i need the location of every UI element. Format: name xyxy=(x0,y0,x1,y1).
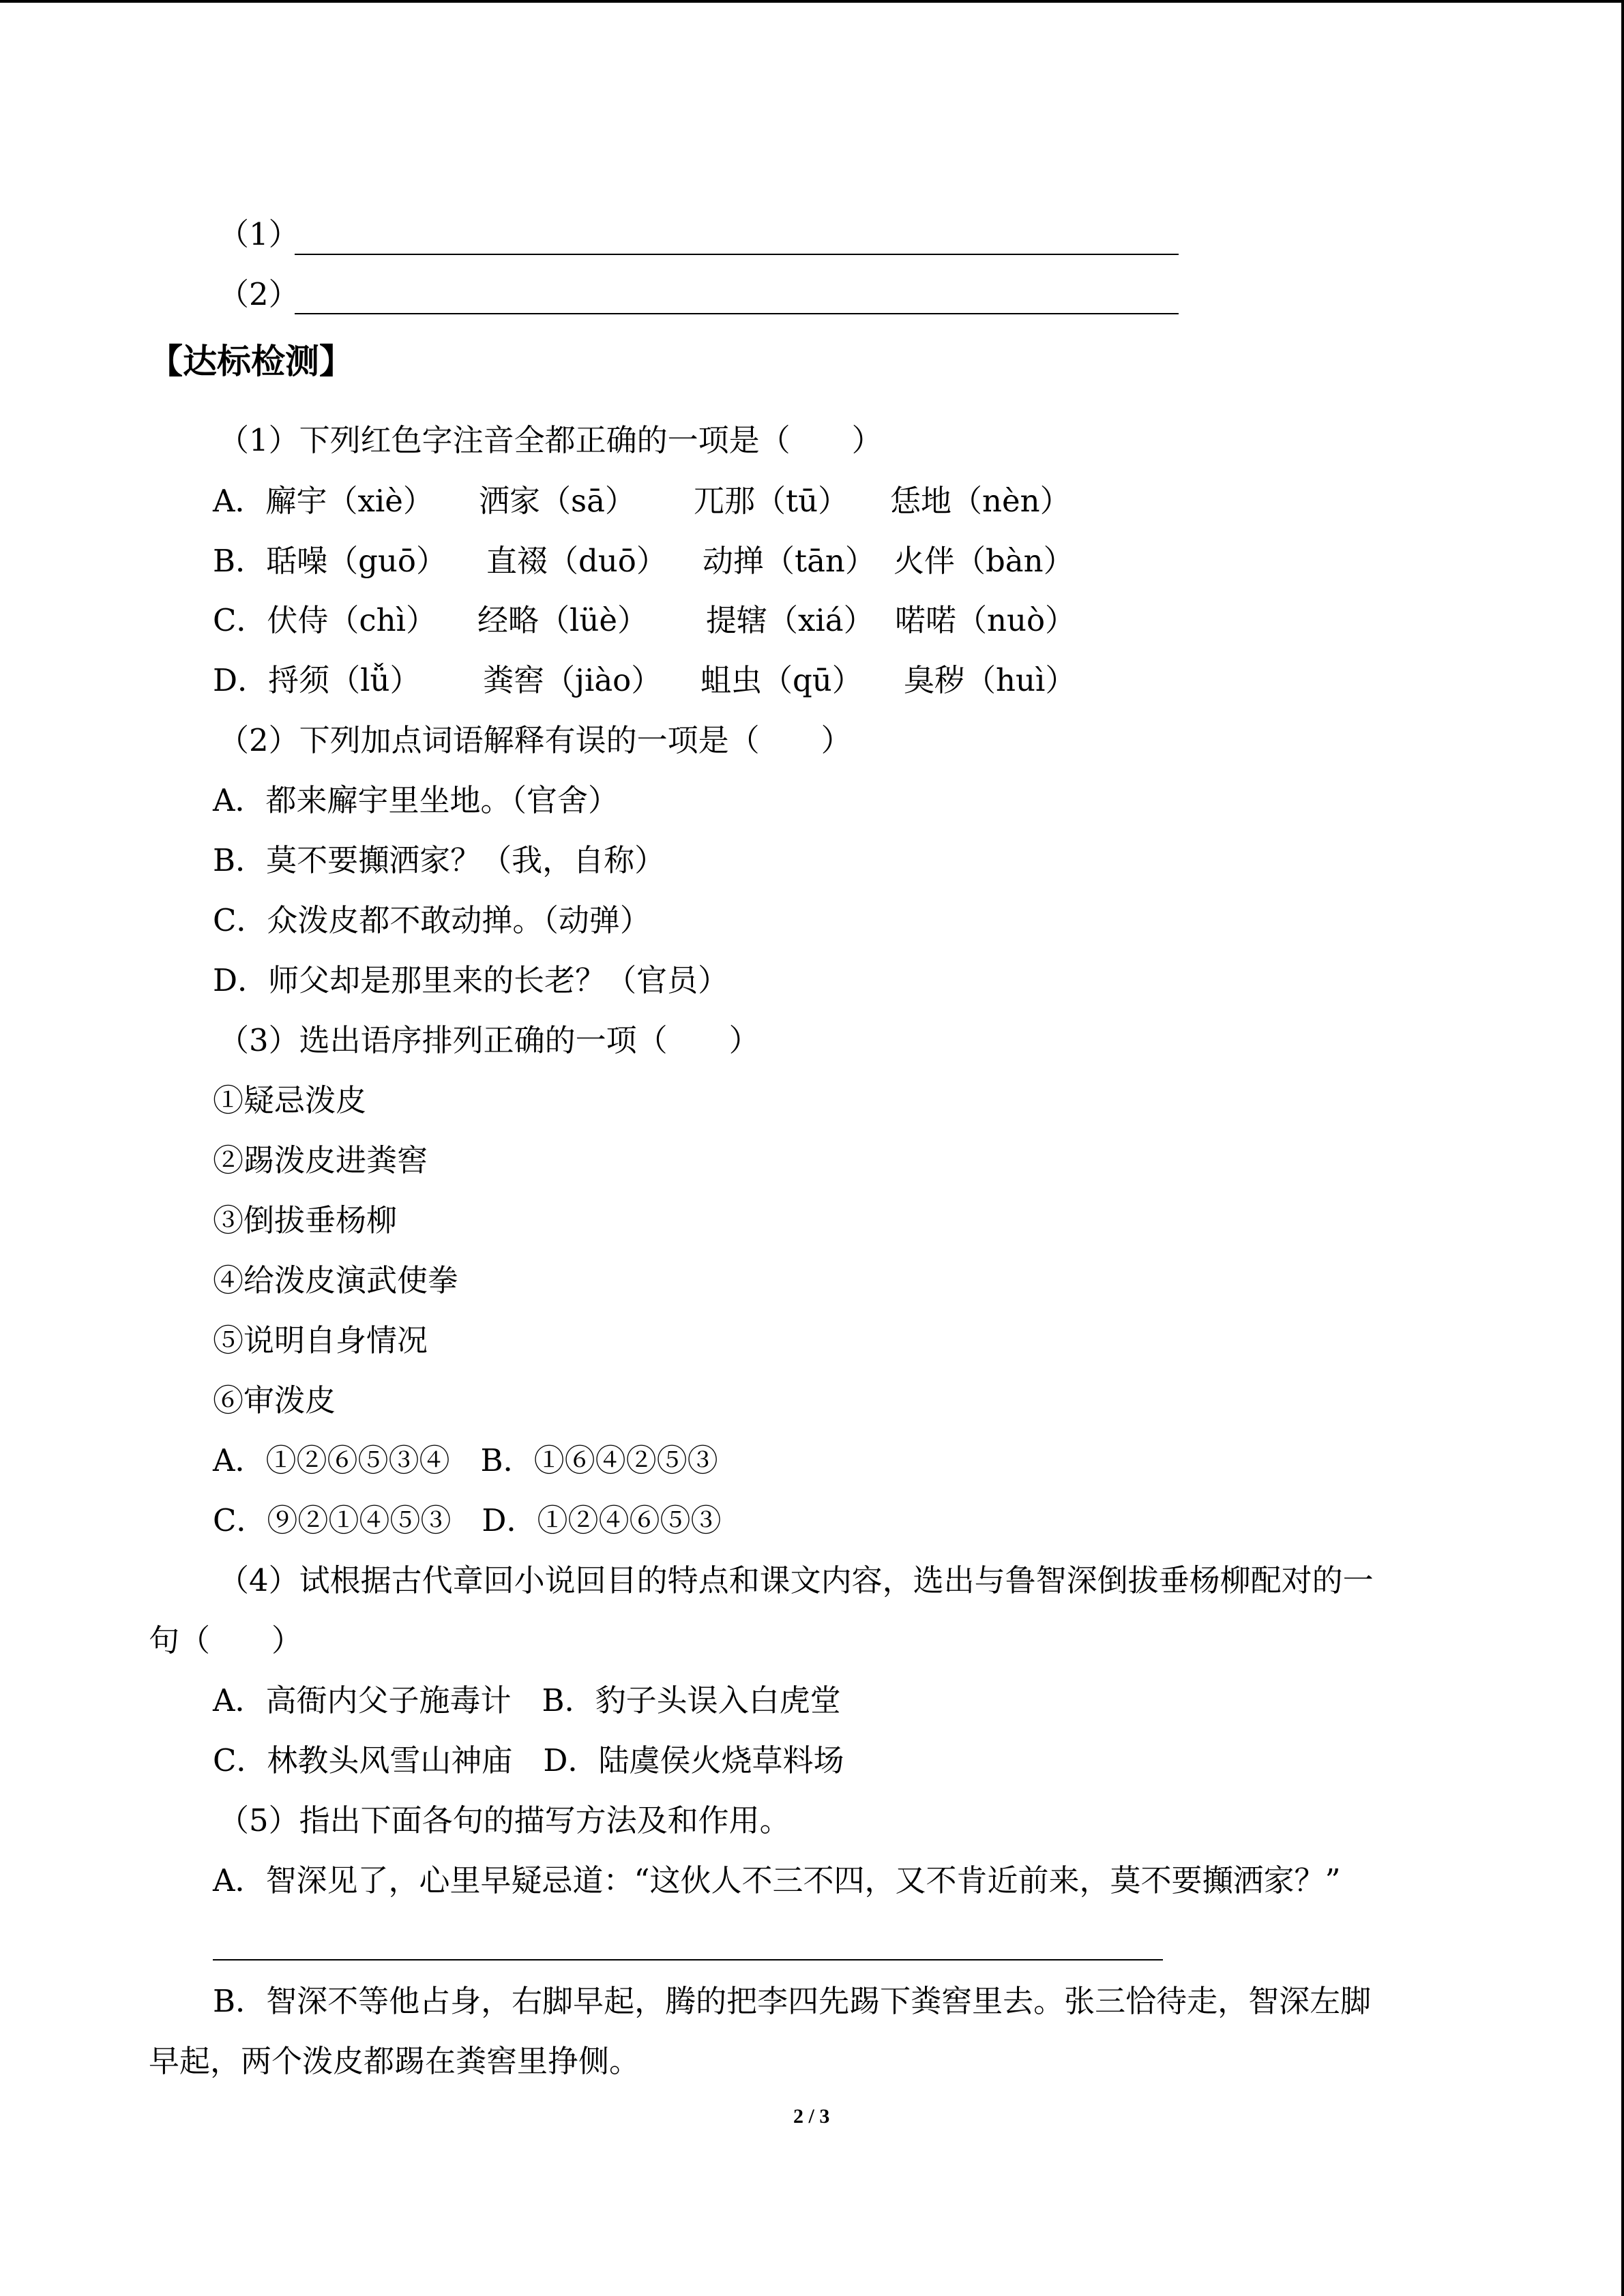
q1-row-d-3: 蛆虫（qū） xyxy=(700,662,863,698)
q2-option-c: C．众泼皮都不敢动掸。（动弹） xyxy=(213,902,651,938)
q1-row-c-1: C．伏侍（chì） xyxy=(213,602,437,638)
q3-item-2: ②踢泼皮进粪窖 xyxy=(213,1142,428,1178)
q2-option-a: A．都来廨宇里坐地。（官舍） xyxy=(213,782,619,818)
page-number: 2 / 3 xyxy=(793,2105,830,2128)
q2-option-d: D．师父却是那里来的长老？（官员） xyxy=(213,962,729,998)
answer-line-2[interactable] xyxy=(295,313,1179,314)
q3-choices-cd: C．⑨②①④⑤③ D．①②④⑥⑤③ xyxy=(213,1502,722,1538)
q1-row-b-1: B．聒噪（guō） xyxy=(213,543,447,579)
q1-row-b-2: 直裰（duō） xyxy=(486,543,667,579)
answer-line-2-label: （2） xyxy=(218,276,299,312)
section-title: 【达标检测】 xyxy=(149,342,353,381)
q4-stem-line-2: 句（ ） xyxy=(149,1622,303,1658)
q3-choices-ab: A．①②⑥⑤③④ B．①⑥④②⑤③ xyxy=(213,1442,718,1478)
q3-item-4: ④给泼皮演武使拳 xyxy=(213,1262,459,1298)
q3-item-5: ⑤说明自身情况 xyxy=(213,1322,428,1358)
q5-sentence-a: A．智深见了，心里早疑忌道：“这伙人不三不四，又不肯近前来，莫不要攧洒家？” xyxy=(213,1862,1341,1898)
q3-item-3: ③倒拔垂杨柳 xyxy=(213,1202,398,1238)
q1-row-b-3: 动掸（tān） xyxy=(703,543,876,579)
q5-stem: （5）指出下面各句的描写方法及和作用。 xyxy=(218,1802,791,1838)
q5-sentence-b-line-2: 早起，两个泼皮都踢在粪窖里挣侧。 xyxy=(149,2043,640,2079)
q3-item-1: ①疑忌泼皮 xyxy=(213,1082,367,1118)
q1-row-b-4: 火伴（bàn） xyxy=(894,543,1074,579)
q1-row-d-1: D．捋须（lǚ） xyxy=(213,662,421,698)
q1-stem: （1）下列红色字注音全都正确的一项是（ ） xyxy=(218,422,883,458)
q1-row-a-1: A．廨宇（xiè） xyxy=(213,483,434,519)
q1-row-a-3: 兀那（tū） xyxy=(694,483,849,519)
q5-answer-line-a[interactable] xyxy=(213,1959,1163,1960)
q2-stem: （2）下列加点词语解释有误的一项是（ ） xyxy=(218,722,852,758)
q1-row-c-3: 提辖（xiá） xyxy=(706,602,874,638)
q1-row-c-4: 喏喏（nuò） xyxy=(895,602,1076,638)
q4-stem-line-1: （4）试根据古代章回小说回目的特点和课文内容，选出与鲁智深倒拔垂杨柳配对的一 xyxy=(218,1562,1374,1598)
q1-row-a-2: 洒家（sā） xyxy=(479,483,636,519)
q3-item-6: ⑥审泼皮 xyxy=(213,1382,336,1418)
page-top-border xyxy=(0,0,1624,3)
q1-row-c-2: 经略（lüè） xyxy=(477,602,649,638)
q4-choices-ab: A．高衙内父子施毒计 B．豹子头误入白虎堂 xyxy=(213,1682,841,1718)
q3-stem: （3）选出语序排列正确的一项（ ） xyxy=(218,1022,760,1058)
q2-option-b: B．莫不要攧洒家？（我，自称） xyxy=(213,842,666,878)
q1-row-d-4: 臭秽（huì） xyxy=(904,662,1076,698)
q4-choices-cd: C．林教头风雪山神庙 D．陆虞侯火烧草料场 xyxy=(213,1742,844,1778)
answer-line-1-label: （1） xyxy=(218,216,299,252)
q5-sentence-b-line-1: B．智深不等他占身，右脚早起，腾的把李四先踢下粪窖里去。张三恰待走，智深左脚 xyxy=(213,1983,1372,2019)
q1-row-d-2: 粪窖（jiào） xyxy=(483,662,662,698)
q1-row-a-4: 恁地（nèn） xyxy=(890,483,1071,519)
answer-line-1[interactable] xyxy=(295,254,1179,255)
page-right-border xyxy=(1621,0,1624,2296)
